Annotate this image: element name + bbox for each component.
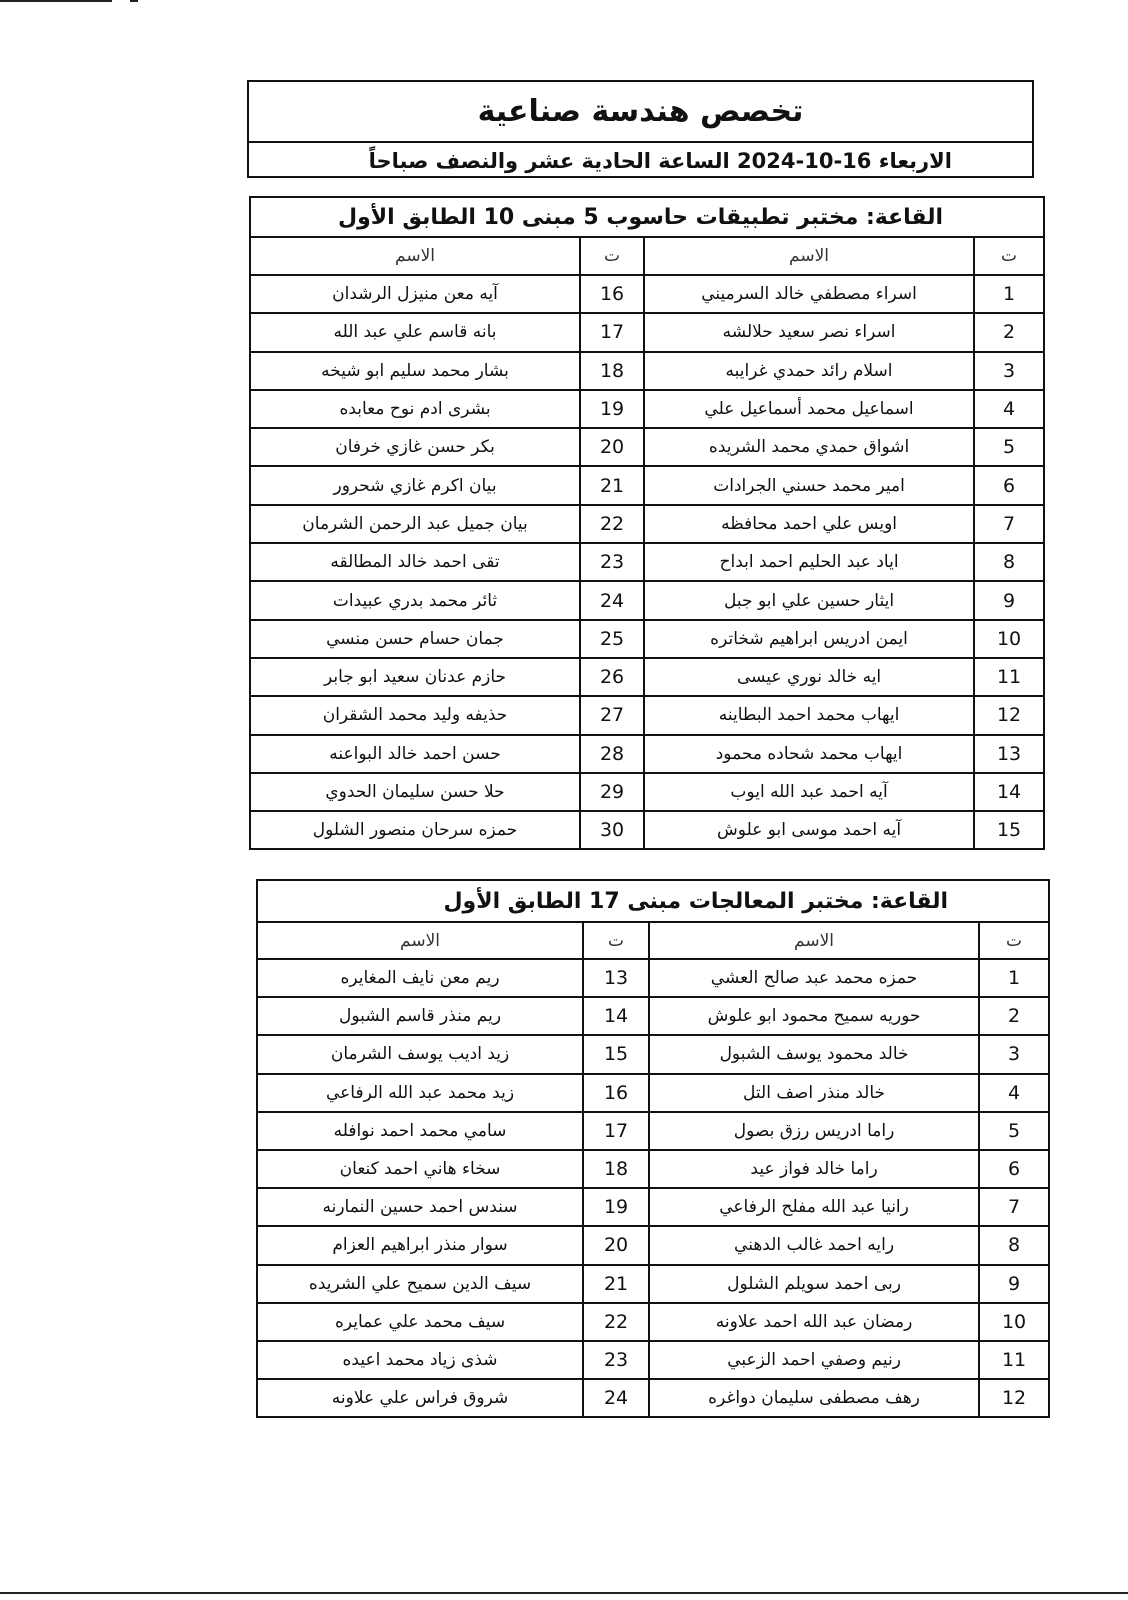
student-name: شروق فراس علي علاونه bbox=[257, 1379, 583, 1417]
student-number: 23 bbox=[580, 543, 644, 581]
student-number: 22 bbox=[583, 1303, 649, 1341]
number-column-header: ت bbox=[583, 922, 649, 959]
bottom-edge-line bbox=[0, 1592, 1128, 1594]
name-column-header: الاسم bbox=[250, 237, 580, 275]
hall-title-row bbox=[250, 197, 1044, 237]
student-name: تقى احمد خالد المطالقه bbox=[250, 543, 580, 581]
student-name: حلا حسن سليمان الحدوي bbox=[250, 773, 580, 811]
student-name: سامي محمد احمد نوافله bbox=[257, 1112, 583, 1150]
student-number: 29 bbox=[580, 773, 644, 811]
table-row bbox=[250, 352, 1044, 390]
table-row bbox=[250, 543, 1044, 581]
student-number: 18 bbox=[583, 1150, 649, 1188]
student-name: حمزه سرحان منصور الشلول bbox=[250, 811, 580, 849]
hall-1-roster bbox=[249, 196, 1045, 850]
student-number: 5 bbox=[979, 1112, 1049, 1150]
student-number: 20 bbox=[583, 1226, 649, 1264]
table-row bbox=[257, 1150, 1049, 1188]
student-number: 2 bbox=[974, 313, 1044, 351]
number-column-header: ت bbox=[580, 237, 644, 275]
student-name: شذى زياد محمد اعيده bbox=[257, 1341, 583, 1379]
table-row bbox=[250, 811, 1044, 849]
table-row bbox=[257, 1226, 1049, 1264]
student-name: بشار محمد سليم ابو شيخه bbox=[250, 352, 580, 390]
student-number: 27 bbox=[580, 696, 644, 734]
student-number: 25 bbox=[580, 620, 644, 658]
table-row bbox=[250, 505, 1044, 543]
student-name: زيد اديب يوسف الشرمان bbox=[257, 1035, 583, 1073]
student-number: 16 bbox=[580, 275, 644, 313]
student-name: آيه احمد موسى ابو علوش bbox=[644, 811, 974, 849]
student-name: رايه احمد غالب الدهني bbox=[649, 1226, 979, 1264]
student-number: 13 bbox=[583, 959, 649, 997]
number-column-header: ت bbox=[979, 922, 1049, 959]
top-edge-mark bbox=[130, 0, 138, 2]
table-row bbox=[257, 1265, 1049, 1303]
student-name: حذيفه وليد محمد الشقران bbox=[250, 696, 580, 734]
student-name: ربى احمد سويلم الشلول bbox=[649, 1265, 979, 1303]
student-name: ايمن ادريس ابراهيم شخاتره bbox=[644, 620, 974, 658]
student-name: بيان جميل عبد الرحمن الشرمان bbox=[250, 505, 580, 543]
student-name: خالد محمود يوسف الشبول bbox=[649, 1035, 979, 1073]
column-header-row bbox=[250, 237, 1044, 275]
student-number: 13 bbox=[974, 735, 1044, 773]
student-number: 20 bbox=[580, 428, 644, 466]
table-row bbox=[250, 390, 1044, 428]
student-number: 17 bbox=[583, 1112, 649, 1150]
student-name: بشرى ادم نوح معابده bbox=[250, 390, 580, 428]
student-name: ايثار حسين علي ابو جبل bbox=[644, 581, 974, 619]
table-row bbox=[257, 1188, 1049, 1226]
student-name: ريم منذر قاسم الشبول bbox=[257, 997, 583, 1035]
table-row bbox=[257, 1379, 1049, 1417]
student-name: ايهاب محمد شحاده محمود bbox=[644, 735, 974, 773]
table-row bbox=[257, 1341, 1049, 1379]
student-number: 15 bbox=[583, 1035, 649, 1073]
student-number: 6 bbox=[974, 466, 1044, 504]
student-name: اسماعيل محمد أسماعيل علي bbox=[644, 390, 974, 428]
student-number: 9 bbox=[979, 1265, 1049, 1303]
student-number: 16 bbox=[583, 1074, 649, 1112]
student-number: 19 bbox=[580, 390, 644, 428]
student-number: 7 bbox=[974, 505, 1044, 543]
student-number: 24 bbox=[583, 1379, 649, 1417]
student-number: 5 bbox=[974, 428, 1044, 466]
student-name: رنيم وصفي احمد الزعبي bbox=[649, 1341, 979, 1379]
student-name: ريم معن نايف المغايره bbox=[257, 959, 583, 997]
hall-title: القاعة: مختبر المعالجات مبنى 17 الطابق الأول bbox=[257, 880, 1049, 922]
student-name: اياد عبد الحليم احمد ابداح bbox=[644, 543, 974, 581]
student-name: حوريه سميح محمود ابو علوش bbox=[649, 997, 979, 1035]
student-number: 21 bbox=[580, 466, 644, 504]
student-name: اشواق حمدي محمد الشريده bbox=[644, 428, 974, 466]
student-name: راما ادريس رزق بصول bbox=[649, 1112, 979, 1150]
student-name: اسراء نصر سعيد حلالشه bbox=[644, 313, 974, 351]
student-name: جمان حسام حسن منسي bbox=[250, 620, 580, 658]
student-name: اسراء مصطفي خالد السرميني bbox=[644, 275, 974, 313]
student-number: 4 bbox=[974, 390, 1044, 428]
student-name: سوار منذر ابراهيم العزام bbox=[257, 1226, 583, 1264]
student-number: 30 bbox=[580, 811, 644, 849]
student-number: 21 bbox=[583, 1265, 649, 1303]
student-name: بانه قاسم علي عبد الله bbox=[250, 313, 580, 351]
table-row bbox=[250, 275, 1044, 313]
student-name: راما خالد فواز عيد bbox=[649, 1150, 979, 1188]
student-name: رانيا عبد الله مفلح الرفاعي bbox=[649, 1188, 979, 1226]
student-number: 14 bbox=[583, 997, 649, 1035]
table-row bbox=[250, 658, 1044, 696]
student-number: 2 bbox=[979, 997, 1049, 1035]
table-row bbox=[250, 773, 1044, 811]
student-name: سيف الدين سميح علي الشريده bbox=[257, 1265, 583, 1303]
exam-datetime: الاربعاء 16-10-2024 الساعة الحادية عشر والنصف صباحاً bbox=[368, 148, 952, 173]
student-number: 26 bbox=[580, 658, 644, 696]
student-name: زيد محمد عبد الله الرفاعي bbox=[257, 1074, 583, 1112]
student-name: حازم عدنان سعيد ابو جابر bbox=[250, 658, 580, 696]
student-name: سندس احمد حسين النمارنه bbox=[257, 1188, 583, 1226]
student-number: 1 bbox=[974, 275, 1044, 313]
table-row bbox=[250, 313, 1044, 351]
student-number: 6 bbox=[979, 1150, 1049, 1188]
student-name: سيف محمد علي عمايره bbox=[257, 1303, 583, 1341]
student-number: 19 bbox=[583, 1188, 649, 1226]
hall-2-roster bbox=[256, 879, 1050, 1418]
student-name: امير محمد حسني الجرادات bbox=[644, 466, 974, 504]
student-name: بيان اكرم غازي شحرور bbox=[250, 466, 580, 504]
table-row bbox=[257, 997, 1049, 1035]
exam-header bbox=[247, 80, 1034, 178]
table-row bbox=[250, 581, 1044, 619]
table-row bbox=[250, 735, 1044, 773]
student-name: اويس علي احمد محافظه bbox=[644, 505, 974, 543]
student-number: 15 bbox=[974, 811, 1044, 849]
student-name: ايهاب محمد احمد البطاينه bbox=[644, 696, 974, 734]
student-number: 18 bbox=[580, 352, 644, 390]
student-name: ايه خالد نوري عيسى bbox=[644, 658, 974, 696]
student-name: سخاء هاني احمد كنعان bbox=[257, 1150, 583, 1188]
student-number: 17 bbox=[580, 313, 644, 351]
student-number: 14 bbox=[974, 773, 1044, 811]
name-column-header: الاسم bbox=[649, 922, 979, 959]
student-number: 9 bbox=[974, 581, 1044, 619]
table-row bbox=[257, 1303, 1049, 1341]
student-number: 23 bbox=[583, 1341, 649, 1379]
student-number: 24 bbox=[580, 581, 644, 619]
table-row bbox=[250, 620, 1044, 658]
name-column-header: الاسم bbox=[257, 922, 583, 959]
table-row bbox=[250, 696, 1044, 734]
student-name: خالد منذر اصف التل bbox=[649, 1074, 979, 1112]
student-number: 3 bbox=[979, 1035, 1049, 1073]
specialization-title: تخصص هندسة صناعية bbox=[249, 82, 1032, 143]
table-row bbox=[257, 1035, 1049, 1073]
student-number: 3 bbox=[974, 352, 1044, 390]
student-name: رمضان عبد الله احمد علاونه bbox=[649, 1303, 979, 1341]
student-name: آيه معن منيزل الرشدان bbox=[250, 275, 580, 313]
name-column-header: الاسم bbox=[644, 237, 974, 275]
student-name: بكر حسن غازي خرفان bbox=[250, 428, 580, 466]
student-number: 10 bbox=[979, 1303, 1049, 1341]
student-number: 11 bbox=[974, 658, 1044, 696]
student-number: 12 bbox=[974, 696, 1044, 734]
student-name: آيه احمد عبد الله ايوب bbox=[644, 773, 974, 811]
hall-title-row bbox=[257, 880, 1049, 922]
student-number: 8 bbox=[979, 1226, 1049, 1264]
table-row bbox=[257, 959, 1049, 997]
student-name: حمزه محمد عبد صالح العشي bbox=[649, 959, 979, 997]
student-number: 22 bbox=[580, 505, 644, 543]
top-edge-line bbox=[0, 0, 112, 2]
student-number: 7 bbox=[979, 1188, 1049, 1226]
table-row bbox=[257, 1112, 1049, 1150]
column-header-row bbox=[257, 922, 1049, 959]
student-number: 11 bbox=[979, 1341, 1049, 1379]
student-number: 4 bbox=[979, 1074, 1049, 1112]
table-row bbox=[257, 1074, 1049, 1112]
table-row bbox=[250, 466, 1044, 504]
student-name: ثائر محمد بدري عبيدات bbox=[250, 581, 580, 619]
table-row bbox=[250, 428, 1044, 466]
student-number: 10 bbox=[974, 620, 1044, 658]
student-number: 12 bbox=[979, 1379, 1049, 1417]
student-name: اسلام رائد حمدي غرايبه bbox=[644, 352, 974, 390]
student-name: حسن احمد خالد البواعنه bbox=[250, 735, 580, 773]
student-number: 28 bbox=[580, 735, 644, 773]
student-number: 8 bbox=[974, 543, 1044, 581]
hall-title: القاعة: مختبر تطبيقات حاسوب 5 مبنى 10 الطابق الأول bbox=[250, 197, 1044, 237]
number-column-header: ت bbox=[974, 237, 1044, 275]
student-name: رهف مصطفى سليمان دواغره bbox=[649, 1379, 979, 1417]
student-number: 1 bbox=[979, 959, 1049, 997]
